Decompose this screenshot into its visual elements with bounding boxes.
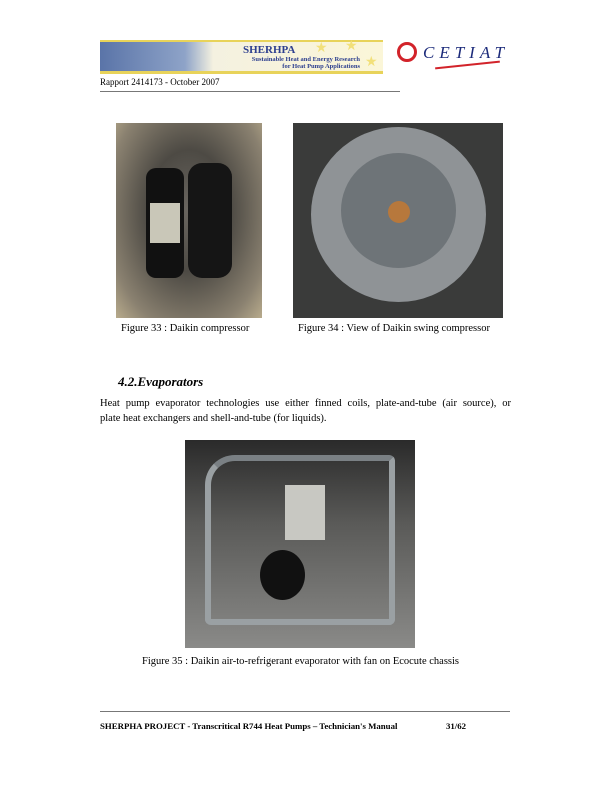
paragraph-line: Heat pump evaporator technologies use either finned coils, plate-and-tube (air source), or	[100, 398, 511, 409]
cetiat-emblem-icon	[397, 42, 417, 62]
banner-subtitle	[210, 56, 360, 70]
banner-subtitle-1: Sustainable Heat and Energy Research	[251, 56, 360, 63]
figure-33-caption: Figure 33 : Daikin compressor	[121, 323, 250, 334]
figure-33-image	[116, 123, 262, 318]
banner-title: SHERHPA	[243, 44, 296, 56]
paragraph-line: plate heat exchangers and shell-and-tube (for liquids).	[100, 413, 327, 424]
figure-34-image	[293, 123, 503, 318]
banner-subtitle-2: for Heat Pump Applications	[282, 63, 360, 70]
section-paragraph	[100, 396, 511, 426]
header-divider	[100, 91, 400, 92]
figure-35-caption: Figure 35 : Daikin air-to-refrigerant evaporator with fan on Ecocute chassis	[142, 656, 460, 667]
report-reference: Rapport 2414173 - October 2007	[100, 77, 220, 87]
figure-34-caption: Figure 34 : View of Daikin swing compressor	[298, 323, 490, 334]
cetiat-logo	[395, 40, 510, 70]
section-heading: 4.2.Evaporators	[118, 374, 204, 389]
page-number: 31/62	[446, 721, 467, 731]
footer-text: SHERPHA PROJECT - Transcritical R744 Heat Pumps – Technician's Manual	[100, 721, 398, 731]
sherhpa-banner-logo: ★ ★ ★ SHERHPA Sustainable Heat and Energy Research for Heat Pump Applications	[100, 40, 383, 74]
footer-divider	[100, 711, 510, 712]
cetiat-wordmark: CETIAT	[423, 43, 510, 62]
figure-35-image	[185, 440, 415, 648]
